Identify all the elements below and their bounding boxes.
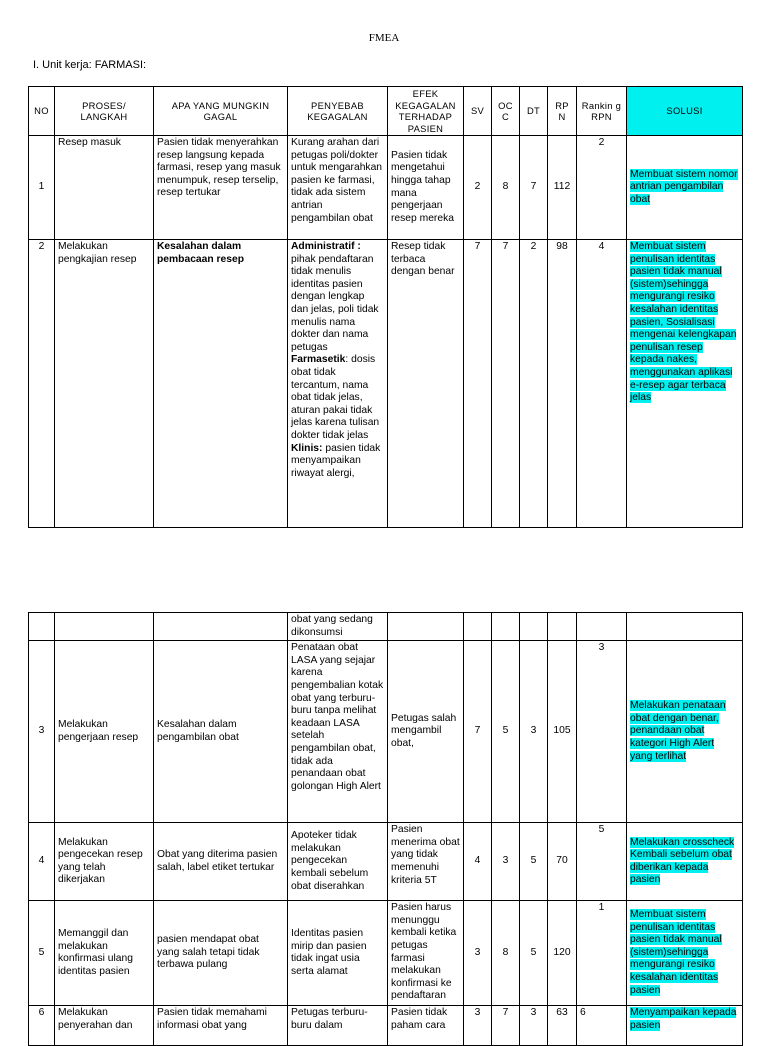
row-ranking: 3: [577, 641, 627, 823]
row-ranking: 4: [577, 240, 627, 528]
row-apa: Pasien tidak memahami informasi obat yang: [154, 1006, 288, 1046]
row-ranking: 6: [577, 1006, 627, 1046]
row-apa: Obat yang diterima pasien salah, label etiket tertukar: [154, 823, 288, 901]
header-penyebab: PENYEBAB KEGAGALAN: [288, 87, 388, 136]
row-solusi: [627, 240, 743, 528]
header-row: [29, 87, 743, 136]
row-efek: Pasien tidak mengetahui hingga tahap mana pengerjaan resep mereka: [388, 136, 464, 240]
table-row: [29, 136, 743, 240]
header-proses: PROSES/ LANGKAH: [55, 87, 154, 136]
penyebab-klinis-label: Klinis:: [291, 442, 323, 454]
header-ranking: Rankin g RPN: [577, 87, 627, 136]
row-sv: 3: [464, 1006, 492, 1046]
row-solusi: [627, 823, 743, 901]
row-proses: Melakukan pengecekan resep yang telah dikerjakan: [55, 823, 154, 901]
row-sv: 7: [464, 641, 492, 823]
row-no: 1: [29, 136, 55, 240]
row-occ: 5: [492, 641, 520, 823]
row-apa: pasien mendapat obat yang salah tetapi tidak terbawa pulang: [154, 901, 288, 1006]
row-dt: 5: [520, 901, 548, 1006]
row-no: 4: [29, 823, 55, 901]
row-rpn: 70: [548, 823, 577, 901]
row-sv: 4: [464, 823, 492, 901]
row-efek: Pasien menerima obat yang tidak memenuhi kriteria 5T: [388, 823, 464, 901]
row-dt: 5: [520, 823, 548, 901]
row-rpn: 98: [548, 240, 577, 528]
row-occ: 7: [492, 1006, 520, 1046]
row-penyebab: [288, 240, 388, 528]
row-penyebab: Apoteker tidak melakukan pengecekan kembali sebelum obat diserahkan: [288, 823, 388, 901]
row-occ: 8: [492, 136, 520, 240]
row-penyebab: Kurang arahan dari petugas poli/dokter untuk mengarahkan pasien ke farmasi, tidak ada sistem antrian pengambilan obat: [288, 136, 388, 240]
row-proses: Memanggil dan melakukan konfirmasi ulang identitas pasien: [55, 901, 154, 1006]
table-row: [29, 823, 743, 901]
fmea-table-page-2: [28, 612, 743, 1046]
row-apa: Pasien tidak menyerahkan resep langsung kepada farmasi, resep yang masuk menumpuk, resep terselip, resep tertukar: [154, 136, 288, 240]
header-efek: EFEK KEGAGALAN TERHADAP PASIEN: [388, 87, 464, 136]
row-rpn: 120: [548, 901, 577, 1006]
solusi-text: Melakukan crosscheck Kembali sebelum obat diberikan kepada pasien: [630, 836, 735, 886]
row-penyebab: Petugas terburu-buru dalam: [288, 1006, 388, 1046]
row-ranking: 2: [577, 136, 627, 240]
row-penyebab: obat yang sedang dikonsumsi: [288, 613, 388, 641]
solusi-text: Membuat sistem nomor antrian pengambilan obat: [630, 168, 738, 205]
solusi-text: Melakukan penataan obat dengan benar, penandaan obat kategori High Alert yang terlihat: [630, 700, 726, 762]
table-row: [29, 641, 743, 823]
penyebab-klinis-text: pasien tidak menyampaikan riwayat alergi,: [291, 442, 381, 479]
row-occ: 7: [492, 240, 520, 528]
row-efek: Resep tidak terbaca dengan benar: [388, 240, 464, 528]
row-no: 3: [29, 641, 55, 823]
solusi-text: Membuat sistem penulisan identitas pasien tidak manual (sistem)sehingga mengurangi resiko kesalahan identitas pasien: [630, 909, 722, 996]
row-apa: Kesalahan dalam pengambilan obat: [154, 641, 288, 823]
fmea-table-page-1: [28, 86, 743, 528]
header-solusi: SOLUSI: [627, 87, 743, 136]
table-row: [29, 613, 743, 641]
row-dt: 7: [520, 136, 548, 240]
row-ranking: 1: [577, 901, 627, 1006]
row-dt: 2: [520, 240, 548, 528]
row-no: 5: [29, 901, 55, 1006]
row-penyebab: Penataan obat LASA yang sejajar karena pengembalian kotak obat yang terburu-buru tanpa melihat keadaan LASA setelah pengambilan obat, tidak ada penandaan obat golongan High Alert: [288, 641, 388, 823]
document-title: FMEA: [368, 32, 400, 44]
row-sv: 3: [464, 901, 492, 1006]
solusi-text: Membuat sistem penulisan identitas pasien tidak manual (sistem)sehingga mengurangi resiko kesalahan identitas pasien, Sosialisasi mengenai kelengkapan penulisan resep kepada nakes, menggunakan aplikasi e-resep agar terbaca jelas: [630, 241, 737, 404]
row-penyebab: Identitas pasien mirip dan pasien tidak ingat usia serta alamat: [288, 901, 388, 1006]
row-no: 6: [29, 1006, 55, 1046]
row-proses: Melakukan penyerahan dan: [55, 1006, 154, 1046]
row-occ: 3: [492, 823, 520, 901]
penyebab-admin-label: Administratif :: [291, 241, 361, 252]
row-efek: Pasien harus menunggu kembali ketika petugas farmasi melakukan konfirmasi ke pendaftaran: [388, 901, 464, 1006]
unit-label: I. Unit kerja: FARMASI:: [33, 59, 147, 71]
row-efek: Petugas salah mengambil obat,: [388, 641, 464, 823]
row-occ: 8: [492, 901, 520, 1006]
row-no: 2: [29, 240, 55, 528]
row-proses: Melakukan pengkajian resep: [55, 240, 154, 528]
row-sv: 2: [464, 136, 492, 240]
row-ranking: 5: [577, 823, 627, 901]
table-row: [29, 1006, 743, 1046]
header-occ: OC C: [492, 87, 520, 136]
row-rpn: 112: [548, 136, 577, 240]
row-solusi: [627, 1006, 743, 1046]
header-no: NO: [29, 87, 55, 136]
row-proses: Melakukan pengerjaan resep: [55, 641, 154, 823]
table-row: [29, 240, 743, 528]
row-proses: Resep masuk: [55, 136, 154, 240]
header-apa: APA YANG MUNGKIN GAGAL: [154, 87, 288, 136]
table-row: [29, 901, 743, 1006]
row-dt: 3: [520, 1006, 548, 1046]
row-solusi: [627, 136, 743, 240]
penyebab-farmasetik-text: : dosis obat tidak tercantum, nama obat tidak jelas, aturan pakai tidak jelas karena tulisan dokter tidak jelas: [291, 354, 380, 441]
header-dt: DT: [520, 87, 548, 136]
row-efek: Pasien tidak paham cara: [388, 1006, 464, 1046]
penyebab-farmasetik-label: Farmasetik: [291, 354, 346, 366]
row-solusi: [627, 641, 743, 823]
row-dt: 3: [520, 641, 548, 823]
row-apa: Kesalahan dalam pembacaan resep: [154, 240, 288, 528]
header-sv: SV: [464, 87, 492, 136]
solusi-text: Menyampaikan kepada pasien: [630, 1007, 737, 1031]
row-sv: 7: [464, 240, 492, 528]
header-rpn: RP N: [548, 87, 577, 136]
row-rpn: 105: [548, 641, 577, 823]
row-solusi: [627, 901, 743, 1006]
penyebab-admin-text: pihak pendaftaran tidak menulis identitas pasien dengan lengkap dan jelas, poli tidak menulis nama dokter dan nama petugas: [291, 253, 379, 353]
row-rpn: 63: [548, 1006, 577, 1046]
